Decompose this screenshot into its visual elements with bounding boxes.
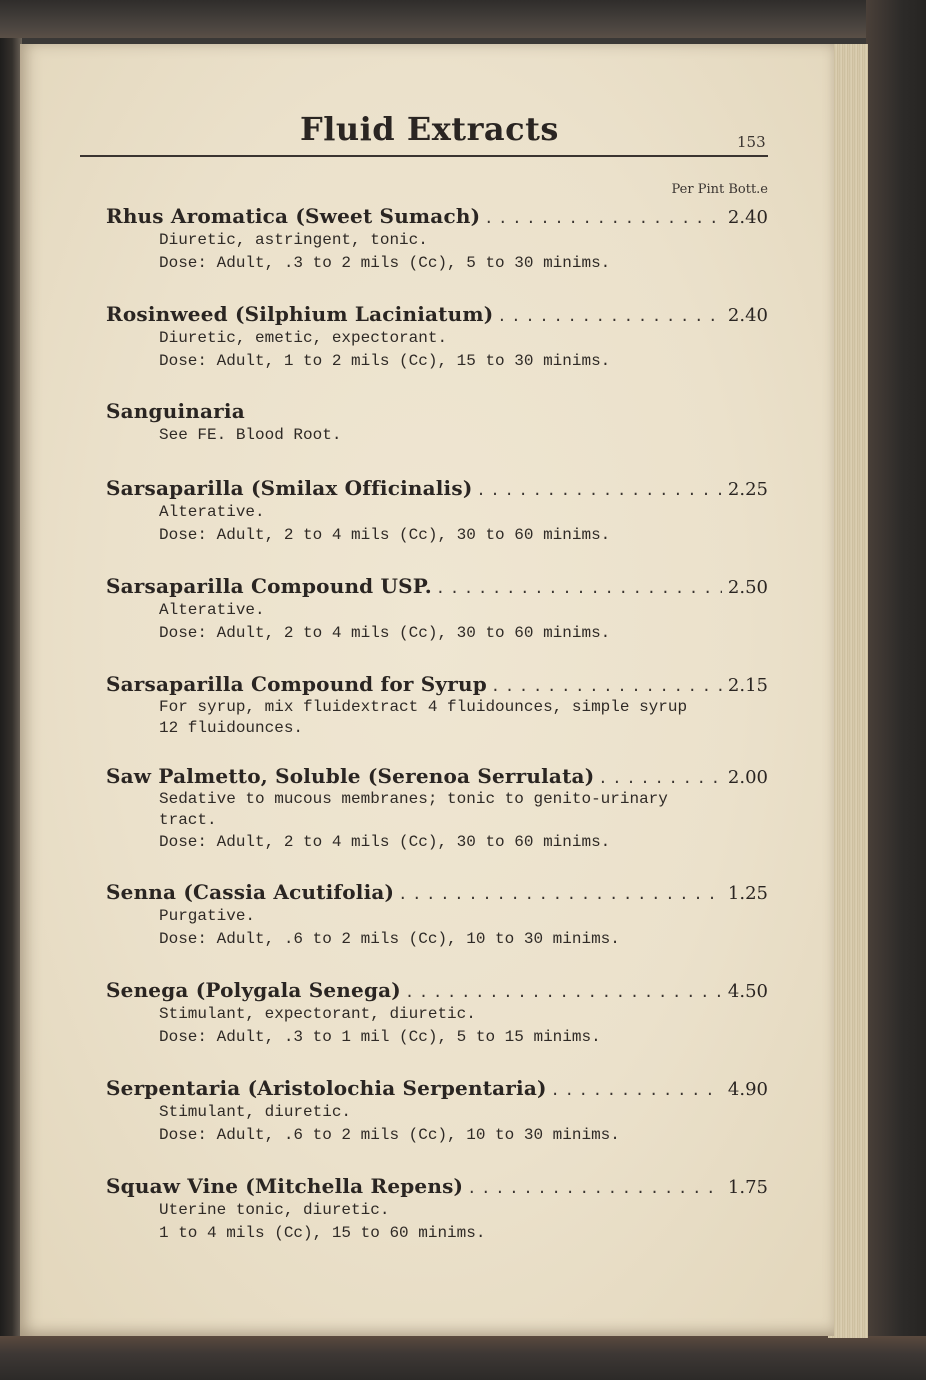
- entry: [106, 475, 768, 573]
- entry-price: 4.90: [727, 1079, 768, 1100]
- entry: [106, 398, 768, 475]
- entry-dose: Dose: Adult, 2 to 4 mils (Cc), 30 to 60 minims.: [159, 526, 611, 544]
- entry-title: Sarsaparilla Compound USP.: [106, 574, 432, 598]
- entry-dose: Dose: Adult, 2 to 4 mils (Cc), 30 to 60 minims.: [159, 624, 611, 642]
- book-cover-left: [0, 38, 22, 1338]
- entry: [106, 573, 768, 671]
- entry-description: Stimulant, diuretic.: [159, 1103, 352, 1121]
- entry-title: Senna (Cassia Acutifolia): [106, 880, 395, 904]
- entry: [106, 763, 768, 879]
- entry-price: 1.25: [727, 883, 768, 904]
- entry-description: Uterine tonic, diuretic.: [159, 1201, 390, 1219]
- entry-dose: Dose: Adult, .3 to 2 mils (Cc), 5 to 30 minims.: [159, 254, 611, 272]
- entry: [106, 977, 768, 1075]
- entry-title: Squaw Vine (Mitchella Repens): [106, 1174, 464, 1198]
- entry-description: Alterative.: [159, 601, 265, 619]
- entry-title: Rosinweed (Silphium Laciniatum): [106, 302, 494, 326]
- entry-price: 2.40: [727, 305, 768, 326]
- entry-description: Diuretic, astringent, tonic.: [159, 231, 428, 249]
- entry: [106, 879, 768, 977]
- entry-description: Purgative.: [159, 907, 256, 925]
- dot-leader: [476, 477, 721, 503]
- entry-price: 2.00: [727, 767, 768, 788]
- entry-dose: 1 to 4 mils (Cc), 15 to 60 minims.: [159, 1224, 486, 1242]
- book-cover-right: [866, 0, 926, 1380]
- entry-description: Stimulant, expectorant, diuretic.: [159, 1005, 476, 1023]
- entry-description: See FE. Blood Root.: [159, 426, 342, 444]
- entry-description: Sedative to mucous membranes; tonic to genito-urinary tract.: [159, 790, 668, 829]
- entry-title: Sanguinaria: [106, 399, 245, 423]
- book-cover-top: [0, 0, 926, 38]
- entry: [106, 1173, 768, 1253]
- entry-price: 2.50: [727, 577, 768, 598]
- entry-dose: Dose: Adult, .3 to 1 mil (Cc), 5 to 15 minims.: [159, 1028, 601, 1046]
- entry-dose: Dose: Adult, 1 to 2 mils (Cc), 15 to 30 minims.: [159, 352, 611, 370]
- entry-description: For syrup, mix fluidextract 4 fluidounces, simple syrup 12 fluidounces.: [159, 698, 688, 737]
- entry-list: [106, 203, 768, 1253]
- entry-title: Sarsaparilla (Smilax Officinalis): [106, 476, 473, 500]
- dot-leader: [491, 673, 722, 699]
- entry-price: 2.40: [727, 207, 768, 228]
- entry-description: Diuretic, emetic, expectorant.: [159, 329, 448, 347]
- page-number: 153: [737, 133, 766, 151]
- dot-leader: [551, 1077, 722, 1103]
- entry-price: 4.50: [727, 981, 768, 1002]
- entry-title: Rhus Aromatica (Sweet Sumach): [106, 204, 481, 228]
- dot-leader: [598, 765, 722, 791]
- dot-leader: [484, 205, 722, 231]
- entry-dose: Dose: Adult, 2 to 4 mils (Cc), 30 to 60 minims.: [159, 833, 611, 851]
- entry: [106, 1075, 768, 1173]
- entry-price: 2.15: [727, 675, 768, 696]
- dot-leader: [405, 979, 722, 1005]
- entry-title: Saw Palmetto, Soluble (Serenoa Serrulata): [106, 764, 595, 788]
- entry-dose: Dose: Adult, .6 to 2 mils (Cc), 10 to 30 minims.: [159, 1126, 620, 1144]
- entry-price: 1.75: [727, 1177, 768, 1198]
- dot-leader: [398, 881, 722, 907]
- entry: [106, 671, 768, 763]
- entry-dose: Dose: Adult, .6 to 2 mils (Cc), 10 to 30 minims.: [159, 930, 620, 948]
- entry-description: Alterative.: [159, 503, 265, 521]
- entry-price: 2.25: [727, 479, 768, 500]
- dot-leader: [497, 303, 722, 329]
- page-title: Fluid Extracts: [300, 110, 559, 148]
- price-column-header: Per Pint Bott.e: [671, 182, 768, 197]
- entry: [106, 203, 768, 301]
- entry: [106, 301, 768, 398]
- dot-leader: [467, 1175, 722, 1201]
- entry-title: Serpentaria (Aristolochia Serpentaria): [106, 1076, 547, 1100]
- dot-leader: [436, 575, 722, 601]
- entry-title: Sarsaparilla Compound for Syrup: [106, 672, 487, 696]
- book-cover-bottom: [0, 1336, 926, 1380]
- entry-title: Senega (Polygala Senega): [106, 978, 401, 1002]
- page-edges: [828, 44, 868, 1338]
- header-rule: [80, 155, 768, 157]
